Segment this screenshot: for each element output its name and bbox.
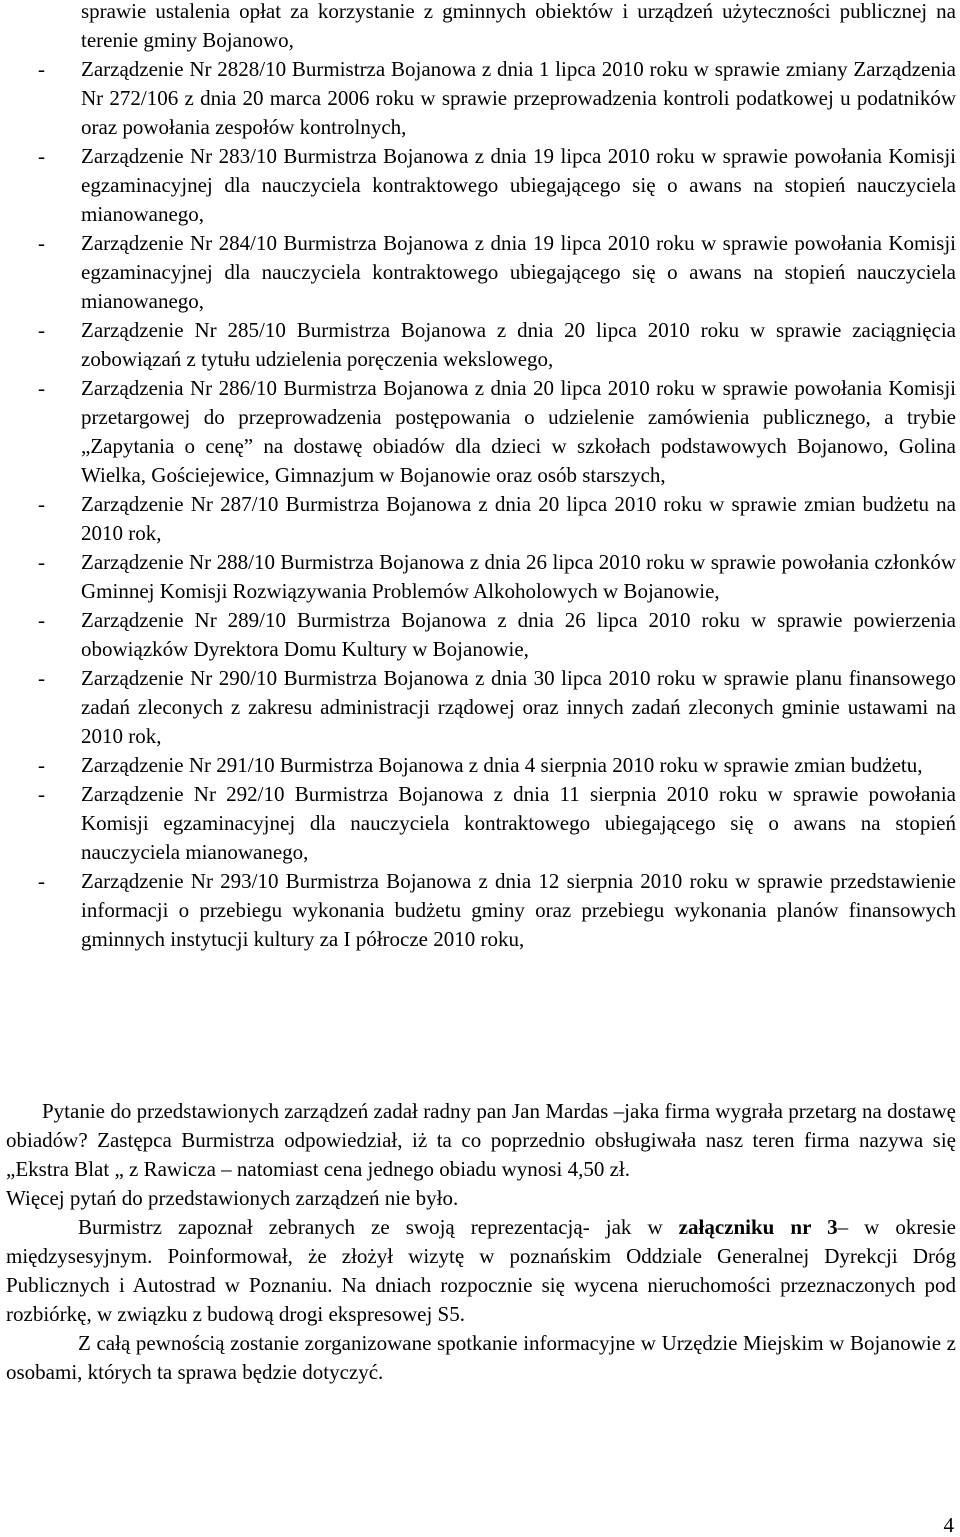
report-text-before: Burmistrz zapoznał zebranych ze swoją reprezentacją- jak w <box>78 1215 679 1239</box>
list-item-text: Zarządzenie Nr 291/10 Burmistrza Bojanowa z dnia 4 sierpnia 2010 roku w sprawie zmian budżetu, <box>81 753 923 777</box>
list-dash: - <box>38 57 45 81</box>
list-item <box>6 374 956 490</box>
list-item-text: Zarządzenia Nr 286/10 Burmistrza Bojanowa z dnia 20 lipca 2010 roku w sprawie powołania Komisji przetargowej do przeprowadzenia postępowania o udzielenie zamówienia publicznego, a trybie „Zapytania o cenę” na dostawę obiadów dla dzieci w szkołach podstawowych Bojanowo, Golina Wielka, Gościejewice, Gimnazjum w Bojanowie oraz osób starszych, <box>81 376 956 487</box>
list-item <box>6 606 956 664</box>
list-item-continuation <box>6 0 956 55</box>
list-item <box>6 229 956 316</box>
list-dash: - <box>38 869 45 893</box>
list-dash: - <box>38 318 45 342</box>
list-item <box>6 751 956 780</box>
meeting-paragraph: Z całą pewnością zostanie zorganizowane spotkanie informacyjne w Urzędzie Miejskim w Bojanowie z osobami, których ta sprawa będzie dotyczyć. <box>6 1331 956 1384</box>
list-item <box>6 548 956 606</box>
list-item-text: Zarządzenie Nr 287/10 Burmistrza Bojanowa z dnia 20 lipca 2010 roku w sprawie zmian budżetu na 2010 rok, <box>81 492 956 545</box>
mayor-report-paragraph <box>6 1213 956 1329</box>
no-more-questions-paragraph: Więcej pytań do przedstawionych zarządzeń nie było. <box>6 1186 459 1210</box>
orders-list <box>6 0 956 954</box>
list-item-text: sprawie ustalenia opłat za korzystanie z gminnych obiektów i urządzeń użyteczności publicznej na terenie gminy Bojanowo, <box>81 0 956 52</box>
list-dash: - <box>38 782 45 806</box>
list-dash: - <box>38 608 45 632</box>
list-item <box>6 490 956 548</box>
list-item <box>6 55 956 142</box>
list-item-text: Zarządzenie Nr 289/10 Burmistrza Bojanowa z dnia 26 lipca 2010 roku w sprawie powierzenia obowiązków Dyrektora Domu Kultury w Bojanowie, <box>81 608 956 661</box>
list-dash: - <box>38 666 45 690</box>
body-paragraphs <box>6 1097 956 1387</box>
list-item-text: Zarządzenie Nr 284/10 Burmistrza Bojanowa z dnia 19 lipca 2010 roku w sprawie powołania Komisji egzaminacyjnej dla nauczyciela kontraktowego ubiegającego się o awans na stopień nauczyciela mianowanego, <box>81 231 956 313</box>
list-item-text: Zarządzenie Nr 293/10 Burmistrza Bojanowa z dnia 12 sierpnia 2010 roku w sprawie przedstawienie informacji o przebiegu wykonania budżetu gminy oraz przebiegu wykonania planów finansowych gminnych instytucji kultury za I półrocze 2010 roku, <box>81 869 956 951</box>
list-item-text: Zarządzenie Nr 290/10 Burmistrza Bojanowa z dnia 30 lipca 2010 roku w sprawie planu finansowego zadań zleconych z zakresu administracji rządowej oraz innych zadań zleconych gminie ustawami na 2010 rok, <box>81 666 956 748</box>
list-item <box>6 316 956 374</box>
list-item <box>6 867 956 954</box>
question-paragraph: Pytanie do przedstawionych zarządzeń zadał radny pan Jan Mardas –jaka firma wygrała przetarg na dostawę obiadów? Zastępca Burmistrza odpowiedział, iż ta co poprzednio obsługiwała nasz teren firma nazywa się „Ekstra Blat „ z Rawicza – natomiast cena jednego obiadu wynosi 4,50 zł. <box>6 1099 956 1181</box>
list-dash: - <box>38 231 45 255</box>
list-dash: - <box>38 144 45 168</box>
list-item-text: Zarządzenie Nr 285/10 Burmistrza Bojanowa z dnia 20 lipca 2010 roku w sprawie zaciągnięcia zobowiązań z tytułu udzielenia poręczenia wekslowego, <box>81 318 956 371</box>
list-item-text: Zarządzenie Nr 292/10 Burmistrza Bojanowa z dnia 11 sierpnia 2010 roku w sprawie powołania Komisji egzaminacyjnej dla nauczyciela kontraktowego ubiegającego się o awans na stopień nauczyciela mianowanego, <box>81 782 956 864</box>
page-number: 4 <box>943 1513 954 1537</box>
list-dash: - <box>38 753 45 777</box>
list-dash: - <box>38 492 45 516</box>
list-item <box>6 780 956 867</box>
list-item-text: Zarządzenie Nr 283/10 Burmistrza Bojanowa z dnia 19 lipca 2010 roku w sprawie powołania Komisji egzaminacyjnej dla nauczyciela kontraktowego ubiegającego się o awans na stopień nauczyciela mianowanego, <box>81 144 956 226</box>
list-item-text: Zarządzenie Nr 288/10 Burmistrza Bojanowa z dnia 26 lipca 2010 roku w sprawie powołania członków Gminnej Komisji Rozwiązywania Problemów Alkoholowych w Bojanowie, <box>81 550 956 603</box>
report-text-after: – w okresie międzysesyjnym. Poinformował, że złożył wizytę w poznańskim Oddziale Generalnej Dyrekcji Dróg Publicznych i Autostrad w Poznaniu. Na dniach rozpocznie się wycena nieruchomości przeznaczonych pod rozbiórkę, w związku z budową drogi ekspresowej S5. <box>6 1215 956 1326</box>
attachment-reference: załączniku nr 3 <box>678 1215 838 1239</box>
list-dash: - <box>38 550 45 574</box>
list-dash: - <box>38 376 45 400</box>
list-item <box>6 142 956 229</box>
list-item-text: Zarządzenie Nr 2828/10 Burmistrza Bojanowa z dnia 1 lipca 2010 roku w sprawie zmiany Zarządzenia Nr 272/106 z dnia 20 marca 2006 roku w sprawie przeprowadzenia kontroli podatkowej u podatników oraz powołania zespołów kontrolnych, <box>81 57 956 139</box>
list-item <box>6 664 956 751</box>
